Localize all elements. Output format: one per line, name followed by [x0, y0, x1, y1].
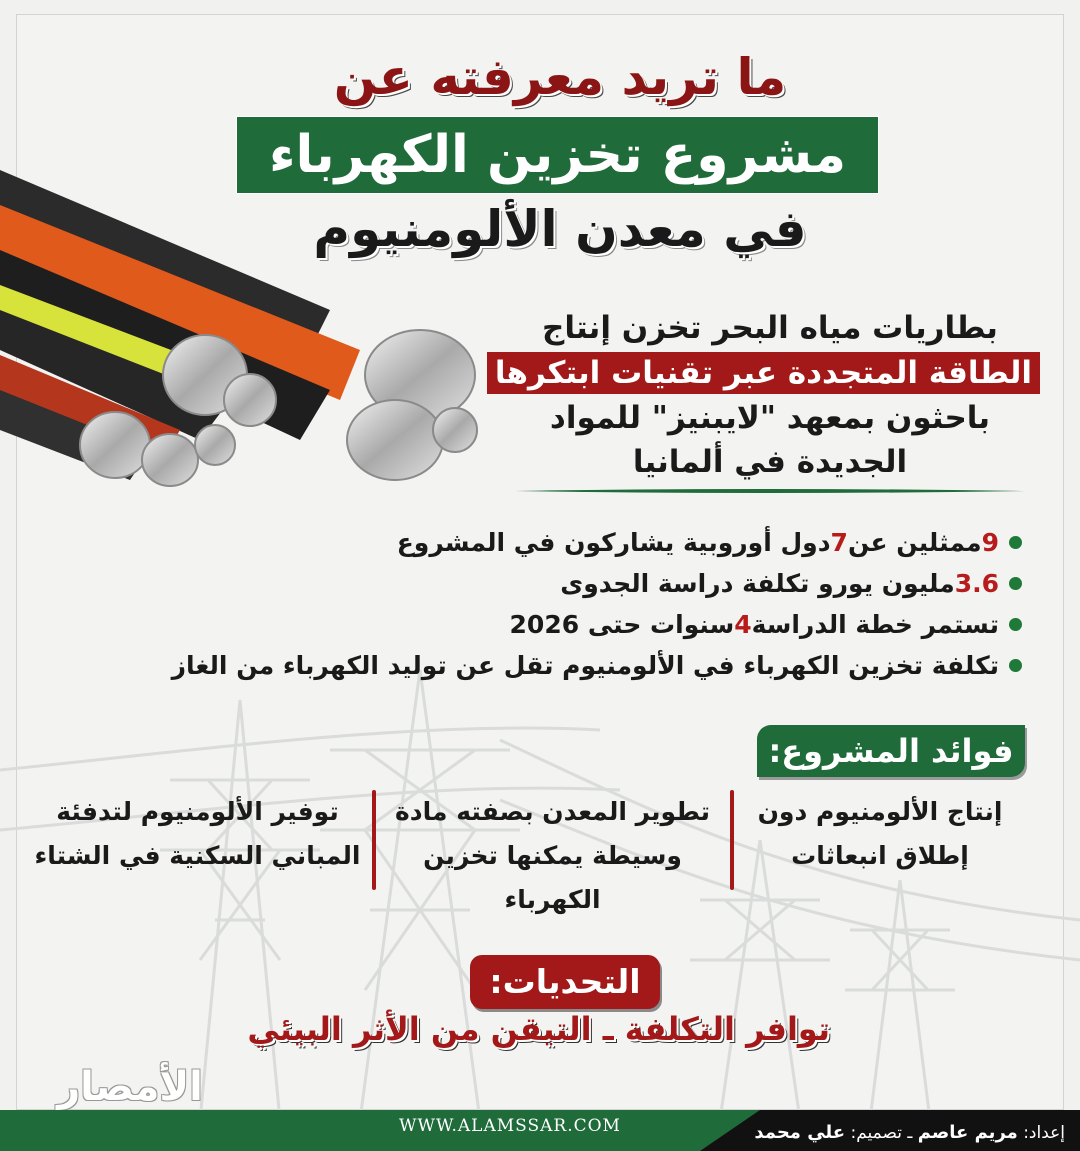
fact-item: 9 ممثلين عن 7 دول أوروبية يشاركون في المشروع — [202, 522, 1022, 563]
website-url: WWW.ALAMSSAR.COM — [399, 1116, 621, 1136]
benefit-divider — [372, 790, 376, 890]
bullet-dot-icon — [1009, 659, 1022, 672]
bullet-dot-icon — [1009, 618, 1022, 631]
headline-line-2-banner: مشروع تخزين الكهرباء — [237, 117, 878, 193]
intro-line-3: باحثون بمعهد "لايبنيز" للمواد — [549, 400, 991, 436]
benefits-heading: فوائد المشروع: — [757, 725, 1025, 777]
bullet-dot-icon — [1009, 536, 1022, 549]
headline-line-1: ما تريد معرفته عن — [333, 48, 787, 106]
challenges-text: توافر التكلفة ـ التيقن من الأثر البيئي — [247, 1010, 830, 1048]
challenges-heading: التحديات: — [470, 955, 660, 1009]
bullet-dot-icon — [1009, 577, 1022, 590]
intro-line-1: بطاريات مياه البحر تخزن إنتاج — [542, 310, 998, 346]
benefit-item: تطوير المعدن بصفته مادة وسيطة يمكنها تخزين الكهرباء — [395, 797, 710, 914]
intro-paragraph — [494, 306, 1040, 484]
fact-item: 3.6 مليون يورو تكلفة دراسة الجدوى — [202, 563, 1022, 604]
benefit-item: توفير الألومنيوم لتدفئة المباني السكنية في الشتاء — [34, 797, 361, 870]
facts-list — [171, 522, 1022, 686]
credits: إعداد: مريم عاصم ـ تصميم: علي محمد — [754, 1122, 1065, 1143]
fact-item: تستمر خطة الدراسة 4 سنوات حتى 2026 — [202, 604, 1022, 645]
intro-line-4: الجديدة في ألمانيا — [632, 444, 908, 480]
alamssar-logo: الأمصار — [57, 1064, 203, 1110]
intro-line-2-highlight: الطاقة المتجددة عبر تقنيات ابتكرها — [487, 352, 1040, 394]
benefit-item: إنتاج الألومنيوم دون إطلاق انبعاثات — [757, 797, 1003, 870]
headline-line-3: في معدن الألومنيوم — [313, 200, 807, 258]
fact-item: تكلفة تخزين الكهرباء في الألومنيوم تقل عن توليد الكهرباء من الغاز — [202, 645, 1022, 686]
benefit-divider — [730, 790, 734, 890]
separator-line — [515, 488, 1025, 494]
